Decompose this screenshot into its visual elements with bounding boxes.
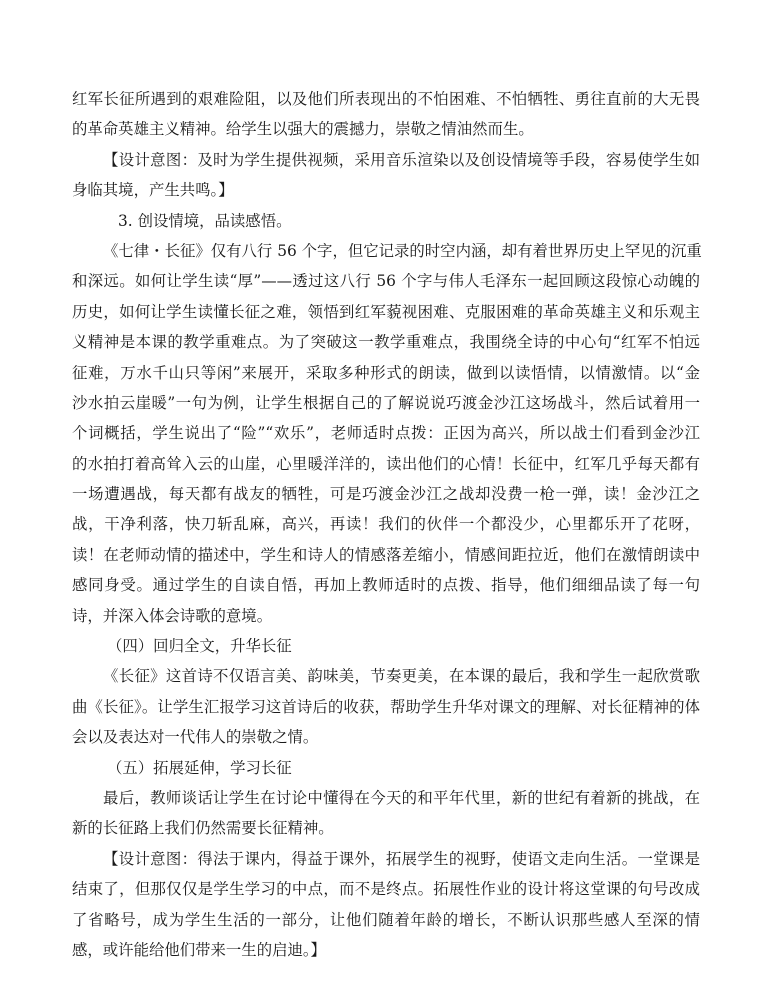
- section-heading: （五）拓展延伸，学习长征: [107, 758, 292, 777]
- body-text-line: 个词概括，学生说出了“险”“欢乐”，老师适时点拨：正因为高兴，所以战士们看到金沙江: [72, 424, 700, 443]
- body-text-line: 诗，并深入体会诗歌的意境。: [72, 606, 273, 625]
- body-text-line: 沙水拍云崖暖”一句为例，让学生根据自己的了解说说巧渡金沙江这场战斗，然后试着用一: [72, 393, 700, 412]
- body-text-line: 《七律・长征》仅有八行 56 个字，但它记录的时空内涵，却有着世界历史上罕见的沉重: [103, 241, 702, 260]
- design-intent-line: 结束了，但那仅仅是学生学习的中点，而不是终点。拓展性作业的设计将这堂课的句号改成: [72, 880, 700, 899]
- body-text-line: 新的长征路上我们仍然需要长征精神。: [72, 819, 334, 838]
- body-text-line: 的水拍打着高耸入云的山崖，心里暖洋洋的，读出他们的心情！长征中，红军几乎每天都有: [72, 454, 700, 473]
- design-intent-line: 感，或许能给他们带来一生的启迪。】: [72, 940, 326, 959]
- body-text-line: 曲《长征》。让学生汇报学习这首诗后的收获，帮助学生升华对课文的理解、对长征精神的体: [72, 697, 700, 716]
- body-text-line: 历史，如何让学生读懂长征之难，领悟到红军藐视困难、克服困难的革命英雄主义和乐观主: [72, 302, 700, 321]
- design-intent-line: 【设计意图：得法于课内，得益于课外，拓展学生的视野，使语文走向生活。一堂课是: [103, 849, 700, 868]
- body-text-line: 义精神是本课的教学重难点。为了突破这一教学重难点，我围绕全诗的中心句“红军不怕远: [72, 333, 700, 352]
- body-text-line: 一场遭遇战，每天都有战友的牺牲，可是巧渡金沙江之战却没费一枪一弹，读！金沙江之: [72, 485, 700, 504]
- body-text-line: 《长征》这首诗不仅语言美、韵味美，节奏更美，在本课的最后，我和学生一起欣赏歌: [103, 667, 700, 686]
- body-text-line: 红军长征所遇到的艰难险阻，以及他们所表现出的不怕困难、不怕牺牲、勇往直前的大无畏: [72, 90, 700, 108]
- design-intent-line: 【设计意图：及时为学生提供视频，采用音乐渲染以及创设情境等手段，容易使学生如: [103, 150, 700, 169]
- body-text-line: 战，干净利落，快刀斩乱麻，高兴，再读！我们的伙伴一个都没少，心里都乐开了花呀，: [72, 515, 700, 534]
- design-intent-line: 了省略号，成为学生生活的一部分，让他们随着年龄的增长，不断认识那些感人至深的情: [72, 910, 700, 929]
- body-text-line: 征难，万水千山只等闲”来展开，采取多种形式的朗读，做到以读悟情，以情激情。以“金: [72, 363, 700, 382]
- body-text-line: 感同身受。通过学生的自读自悟，再加上教师适时的点拨、指导，他们细细品读了每一句: [72, 576, 700, 595]
- body-text-line: 的革命英雄主义精神。给学生以强大的震撼力，崇敬之情油然而生。: [72, 120, 534, 139]
- section-heading: （四）回归全文，升华长征: [107, 637, 292, 656]
- document-body: [72, 84, 700, 965]
- design-intent-line: 身临其境，产生共鸣。】: [72, 181, 234, 200]
- body-text-line: 读！在老师动情的描述中，学生和诗人的情感落差缩小，情感间距拉近，他们在激情朗读中: [72, 545, 700, 564]
- body-text-line: 和深远。如何让学生读“厚”——透过这八行 56 个字与伟人毛泽东一起回顾这段惊心动魄的: [72, 272, 700, 291]
- body-text-line: 会以及表达对一代伟人的崇敬之情。: [72, 728, 319, 747]
- section-heading: 3. 创设情境，品读感悟。: [118, 211, 292, 230]
- body-text-line: 最后，教师谈话让学生在讨论中懂得在今天的和平年代里，新的世纪有着新的挑战，在: [103, 788, 700, 807]
